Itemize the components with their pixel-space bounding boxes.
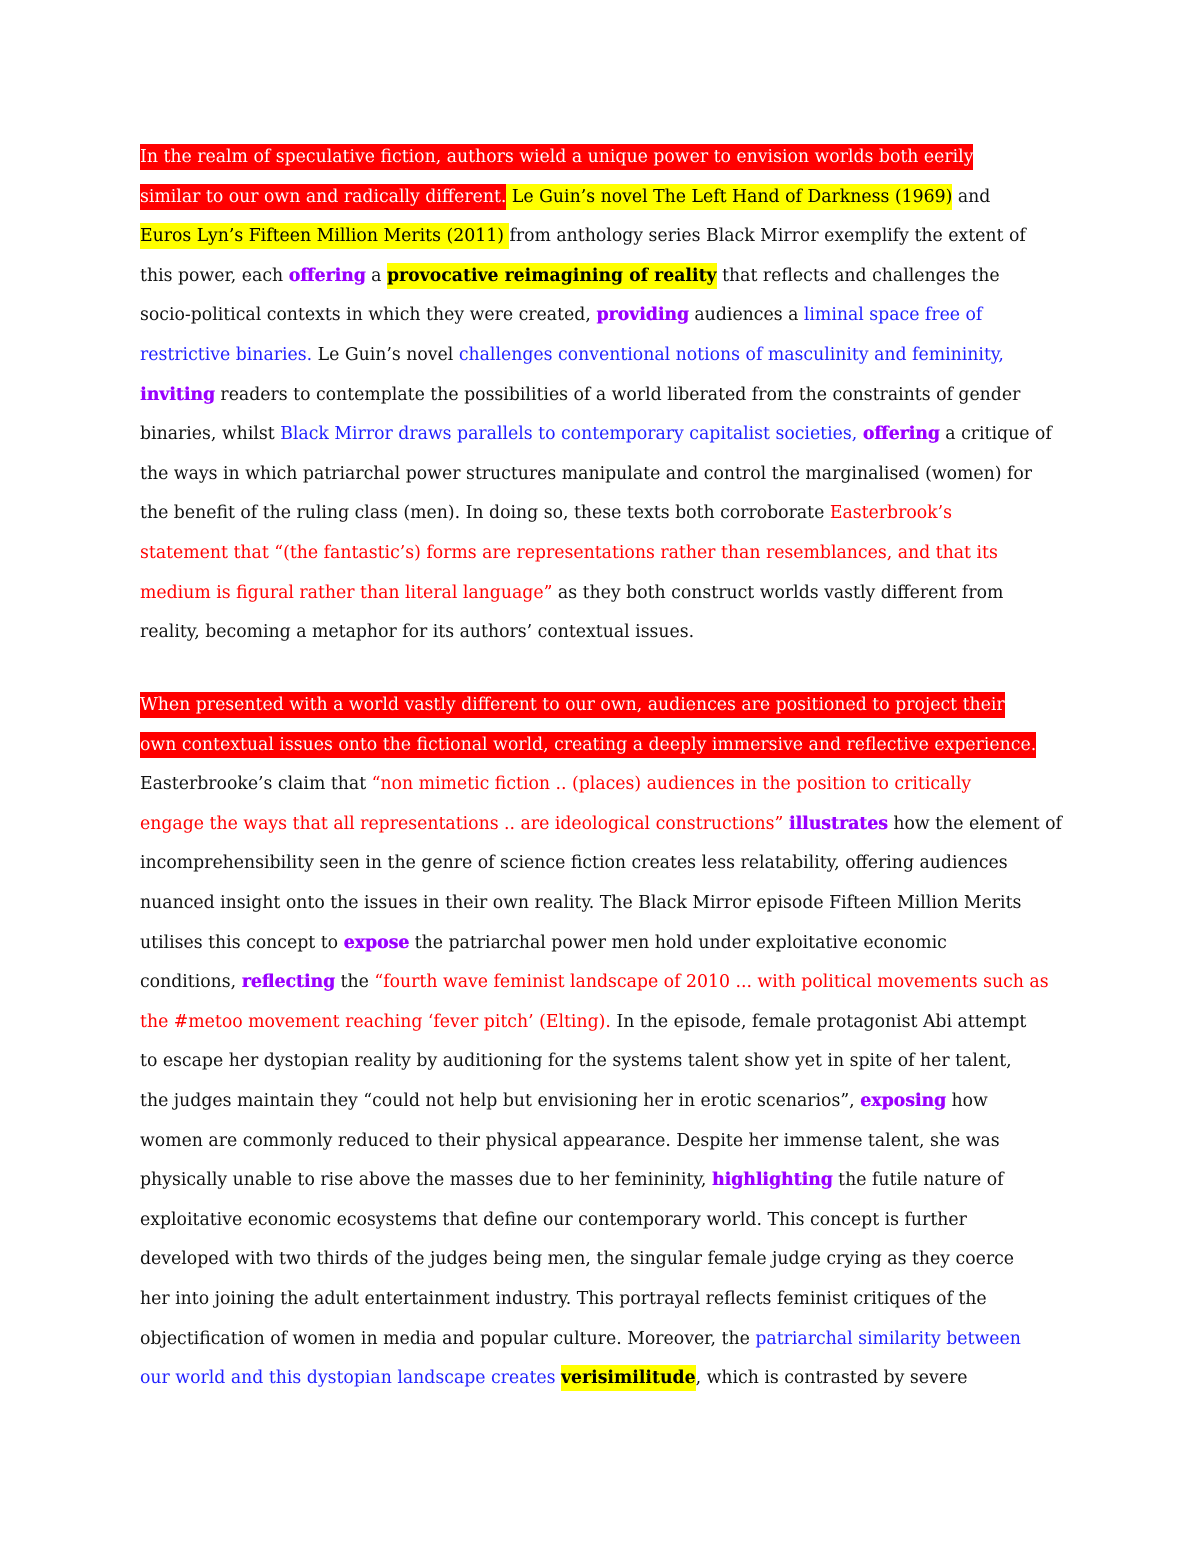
yellow-highlight-run: Euros Lyn’s Fifteen Million Merits (2011) [140, 223, 509, 249]
text-run: the futile nature of [832, 1170, 1004, 1191]
text-line [140, 534, 1080, 574]
text-run: the ways in which patriarchal power structures manipulate and control the marginalised (women) for [140, 463, 1033, 484]
text-run: women are commonly reduced to their physical appearance. Despite her immense talent, she was [140, 1130, 1000, 1151]
text-line [140, 686, 1080, 726]
text-run: incomprehensibility seen in the genre of science fiction creates less relatability, offering audiences [140, 853, 1008, 874]
text-line [140, 726, 1080, 766]
text-line [140, 1003, 1080, 1043]
text-run: socio-political contexts in which they were created, [140, 305, 597, 326]
text-line [140, 1240, 1080, 1280]
text-run: to escape her dystopian reality by auditioning for the systems talent show yet in spite of her talent, [140, 1051, 1012, 1072]
text-run: In the episode, female protagonist Abi attempt [610, 1011, 1027, 1032]
text-run: as they both construct worlds vastly different from [552, 582, 1004, 603]
text-line [140, 1359, 1080, 1399]
yellow-highlight-run: Le Guin’s novel The Left Hand of Darkness (1969) [506, 184, 952, 210]
text-run: reality, becoming a metaphor for its authors’ contextual issues. [140, 622, 695, 643]
text-line [140, 455, 1080, 495]
text-run: readers to contemplate the possibilities of a world liberated from the constraints of gender [214, 384, 1021, 405]
text-line [140, 1042, 1080, 1082]
text-run: conditions, [140, 972, 242, 993]
text-run: , which is contrasted by severe [695, 1368, 968, 1389]
purple-keyword: offering [288, 265, 366, 286]
text-line [140, 1082, 1080, 1122]
text-line [140, 613, 1080, 653]
purple-keyword: inviting [140, 384, 215, 405]
text-line [140, 257, 1080, 297]
text-run: Le Guin’s novel [312, 344, 459, 365]
text-run: the benefit of the ruling class (men). In doing so, these texts both corroborate [140, 503, 830, 524]
text-run: how the element of [887, 813, 1062, 834]
text-run: the patriarchal power men hold under exploitative economic [409, 932, 947, 953]
blue-text-run: challenges conventional notions of masculinity and femininity, [458, 344, 1004, 365]
blue-text-run: our world and this dystopian landscape creates [140, 1368, 561, 1389]
text-line [140, 415, 1080, 455]
text-run: the [335, 972, 375, 993]
red-quote-run: statement that “(the fantastic’s) forms are representations rather than resemblances, and that its [140, 542, 998, 563]
red-quote-run: Easterbrook’s [829, 503, 953, 524]
text-run: the judges maintain they “could not help but envisioning her in erotic scenarios”, [140, 1090, 861, 1111]
purple-keyword: expose [343, 932, 410, 953]
text-run: developed with two thirds of the judges being men, the singular female judge crying as they coerce [140, 1249, 1014, 1270]
text-line [140, 884, 1080, 924]
text-line [140, 924, 1080, 964]
purple-keyword: providing [596, 305, 689, 326]
text-line [140, 336, 1080, 376]
red-highlight-run: When presented with a world vastly different to our own, audiences are positioned to project their [140, 692, 1005, 718]
text-line [140, 1122, 1080, 1162]
purple-keyword: offering [862, 424, 940, 445]
text-run: a critique of [939, 424, 1052, 445]
text-run: binaries, whilst [140, 424, 281, 445]
text-line [140, 574, 1080, 614]
text-run: physically unable to rise above the masses due to her femininity, [140, 1170, 712, 1191]
red-highlight-run: own contextual issues onto the fictional world, creating a deeply immersive and reflective experience. [140, 732, 1036, 758]
red-highlight-run: In the realm of speculative fiction, authors wield a unique power to envision worlds both eerily [140, 144, 973, 170]
yellow-highlight-run: provocative reimagining of reality [387, 263, 717, 289]
text-line [140, 805, 1080, 845]
red-quote-run: medium is figural rather than literal language” [140, 582, 553, 603]
paragraph-2 [140, 686, 1080, 1399]
text-line [140, 963, 1080, 1003]
blue-text-run: restrictive binaries. [140, 344, 313, 365]
text-run: a [365, 265, 387, 286]
purple-keyword: exposing [860, 1090, 947, 1111]
text-line [140, 217, 1080, 257]
text-line [140, 178, 1080, 218]
text-run: nuanced insight onto the issues in their own reality. The Black Mirror episode Fifteen Million Merits [140, 892, 1022, 913]
text-line [140, 1161, 1080, 1201]
text-line [140, 1201, 1080, 1241]
text-line [140, 138, 1080, 178]
blue-text-run: patriarchal similarity between [755, 1328, 1021, 1349]
text-run: her into joining the adult entertainment industry. This portrayal reflects feminist critiques of the [140, 1288, 987, 1309]
purple-keyword: highlighting [711, 1170, 833, 1191]
text-run: and [952, 186, 991, 207]
text-run: that reflects and challenges the [716, 265, 1000, 286]
text-line [140, 494, 1080, 534]
yellow-highlight-run: verisimilitude [561, 1365, 696, 1391]
text-run: how [946, 1090, 988, 1111]
text-run: exploitative economic ecosystems that define our contemporary world. This concept is further [140, 1209, 967, 1230]
text-run: objectification of women in media and popular culture. Moreover, the [140, 1328, 756, 1349]
text-run: utilises this concept to [140, 932, 344, 953]
text-line [140, 1320, 1080, 1360]
paragraph-1 [140, 138, 1080, 653]
blue-text-run: Black Mirror draws parallels to contemporary capitalist societies, [280, 424, 863, 445]
text-run: from anthology series Black Mirror exemplify the extent of [509, 226, 1026, 247]
text-run: this power, each [140, 265, 289, 286]
text-run: Easterbrooke’s claim that [140, 774, 372, 795]
purple-keyword: illustrates [788, 813, 888, 834]
red-quote-run: the #metoo movement reaching ‘fever pitch’ (Elting). [140, 1011, 611, 1032]
text-line [140, 844, 1080, 884]
text-line [140, 376, 1080, 416]
purple-keyword: reflecting [241, 972, 336, 993]
text-line [140, 1280, 1080, 1320]
red-quote-run: “non mimetic fiction .. (places) audiences in the position to critically [371, 774, 972, 795]
text-line [140, 296, 1080, 336]
text-run: audiences a [688, 305, 804, 326]
red-quote-run: “fourth wave feminist landscape of 2010 ... with political movements such as [374, 972, 1049, 993]
red-quote-run: engage the ways that all representations .. are ideological constructions” [140, 813, 784, 834]
red-highlight-run: similar to our own and radically different. [140, 184, 506, 210]
blue-text-run: liminal space free of [803, 305, 983, 326]
text-line [140, 765, 1080, 805]
